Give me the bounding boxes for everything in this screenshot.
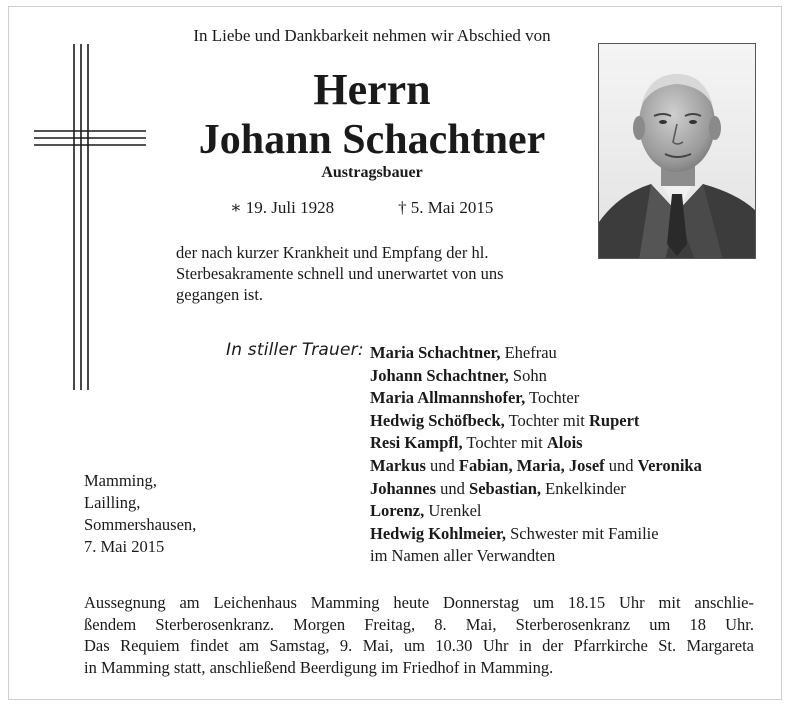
body-line: Sterbesakramente schnell und unerwartet von uns	[176, 264, 504, 283]
mourner-name: Veronika	[637, 455, 702, 475]
mourner-entry	[370, 365, 770, 388]
mourner-relation: und	[436, 478, 470, 498]
mourner-name: Rupert	[589, 410, 640, 430]
service-info	[84, 592, 754, 678]
place-and-date	[84, 470, 196, 558]
mourner-entry	[370, 410, 770, 433]
mourner-name: Hedwig Kohlmeier,	[370, 523, 506, 543]
mourner-name: Resi Kampfl,	[370, 433, 463, 453]
place-line: Sommershausen,	[84, 515, 197, 534]
mourner-name: Hedwig Schöfbeck,	[370, 410, 505, 430]
mourner-relation: Sohn	[508, 365, 547, 385]
death-date: † 5. Mai 2015	[398, 198, 494, 217]
mourner-entry	[370, 387, 770, 410]
body-line: der nach kurzer Krankheit und Empfang der hl.	[176, 243, 489, 262]
mourner-entry	[370, 342, 770, 365]
mourner-name: Alois	[546, 433, 583, 453]
mourner-relation: Tochter mit	[504, 410, 589, 430]
mourner-entry	[370, 500, 770, 523]
mourner-relation: Schwester mit Familie	[505, 523, 659, 543]
mourner-name: Maria Schachtner,	[370, 343, 501, 362]
notice-body	[176, 242, 568, 305]
mourner-entry	[370, 432, 770, 455]
body-line: gegangen ist.	[176, 285, 264, 304]
mourners-list	[370, 342, 770, 568]
mourner-name: Markus	[370, 455, 426, 475]
deceased-name: Johann Schachtner	[198, 117, 546, 163]
occupation: Austragsbauer	[321, 164, 423, 181]
mourner-relation: im Namen aller Verwandten	[370, 546, 556, 566]
mourner-relation: Tochter mit	[462, 433, 547, 453]
intro-text: In Liebe und Dankbarkeit nehmen wir Abschied von	[193, 26, 551, 45]
mourner-entry	[370, 478, 770, 501]
mourner-name: Fabian, Maria, Josef	[458, 455, 605, 475]
mourner-name: Lorenz,	[370, 501, 425, 521]
service-line: Aussegnung am Leichenhaus Mamming heute Donnerstag um 18.15 Uhr mit anschlie-	[84, 593, 754, 612]
service-line: in Mamming statt, anschließend Beerdigung im Friedhof in Mamming.	[84, 657, 554, 677]
mourner-name: Maria Allmannshofer,	[370, 388, 526, 408]
mourner-name: Sebastian,	[469, 478, 542, 498]
mourner-relation: Enkelkinder	[541, 478, 626, 498]
mourner-name: Johann Schachtner,	[370, 365, 509, 385]
place-line: Mamming,	[84, 471, 157, 490]
service-line: ßendem Sterberosenkranz. Morgen Freitag, 8. Mai, Sterberosenkranz um 18 Uhr.	[84, 614, 754, 634]
mourner-entry	[370, 545, 770, 568]
place-line: Lailling,	[84, 493, 141, 512]
mourner-relation: und	[425, 455, 459, 475]
mourner-relation: und	[604, 455, 638, 475]
mourner-relation: Tochter	[525, 388, 580, 408]
birth-date: ∗ 19. Juli 1928	[230, 198, 335, 217]
cross-icon	[34, 44, 146, 390]
salutation: Herrn	[313, 65, 431, 114]
portrait-photo	[598, 43, 756, 259]
mourner-relation: Ehefrau	[500, 343, 557, 362]
portrait-illustration	[599, 44, 756, 259]
place-date: 7. Mai 2015	[84, 537, 165, 556]
service-line: Das Requiem findet am Samstag, 9. Mai, um 10.30 Uhr in der Pfarrkirche St. Margareta	[84, 636, 754, 655]
mourner-entry	[370, 523, 770, 546]
mourning-label: In stiller Trauer:	[226, 340, 364, 360]
mourner-relation: Urenkel	[424, 501, 482, 521]
mourner-name: Johannes	[370, 478, 437, 498]
mourner-entry	[370, 455, 770, 478]
